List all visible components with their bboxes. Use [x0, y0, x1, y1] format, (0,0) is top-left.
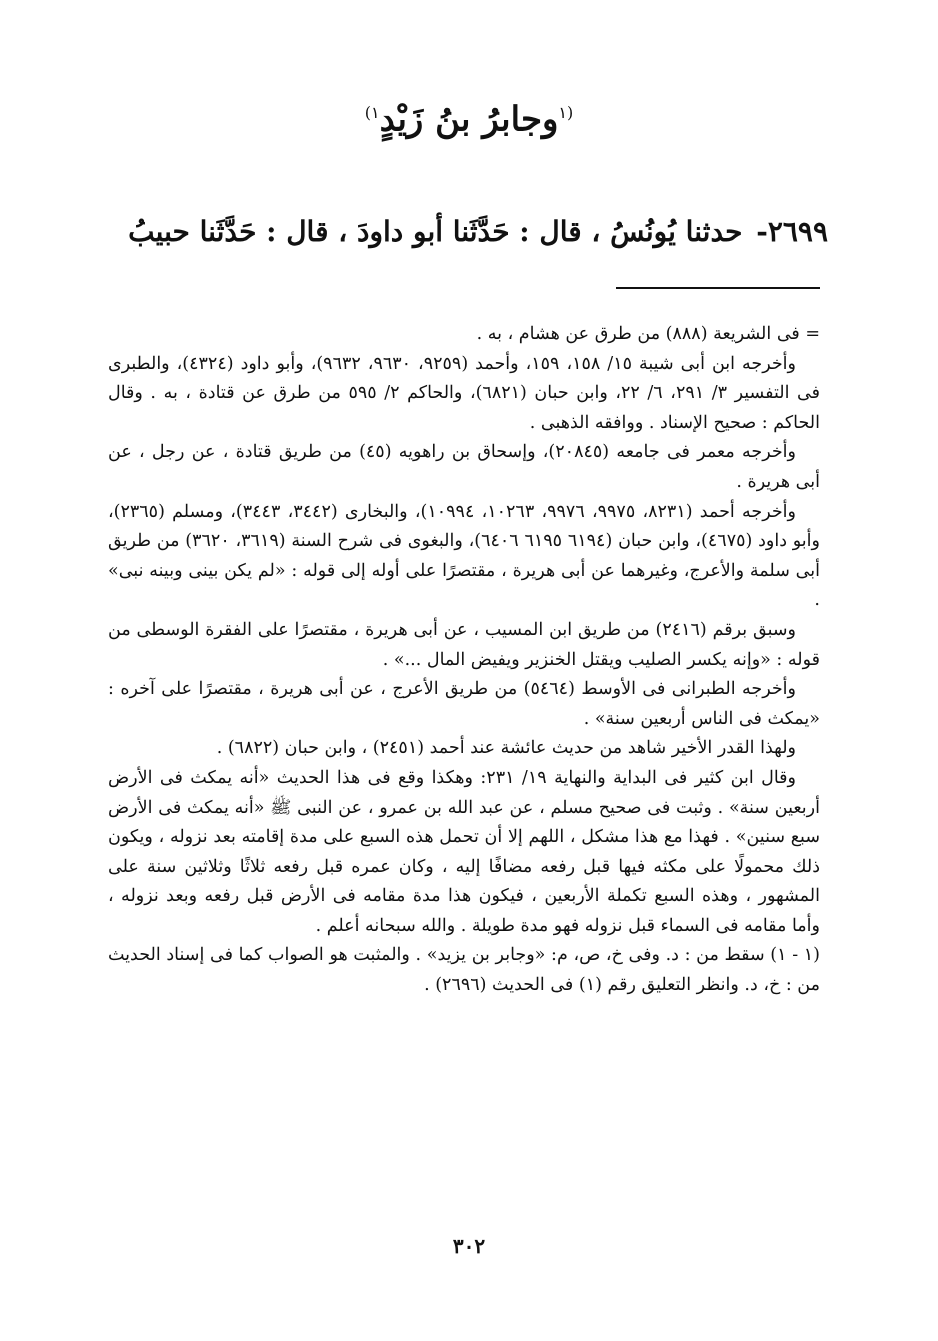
note-paragraph: وأخرجه ابن أبى شيبة ١٥/ ١٥٨، ١٥٩، وأحمد (٩٢٥٩، ٩٦٣٠، ٩٦٣٢)، وأبو داود (٤٣٢٤)، والطبرى فى التفسير ٣/ ٢٩١، ٦/ ٢٢، وابن حبان (٦٨٢١)، والحاكم ٢/ ٥٩٥ من طرق عن قتادة ، به . وقال الحاكم : صحيح الإسناد . ووافقه الذهبى . — [108, 353, 820, 433]
note-paragraph: ولهذا القدر الأخير شاهد من حديث عائشة عند أحمد (٢٤٥١) ، وابن حبان (٦٨٢٢) . — [216, 738, 796, 759]
note-paragraph: وسبق برقم (٢٤١٦) من طريق ابن المسيب ، عن أبى هريرة ، مقتصرًا على الفقرة الوسطى من قوله : «وإنه يكسر الصليب ويقتل الخنزير ويفيض المال ...» . — [108, 619, 820, 670]
note-paragraph: وقال ابن كثير فى البداية والنهاية ١٩/ ٢٣١: وهكذا وقع فى هذا الحديث «أنه يمكث فى الأرض أربعين سنة» . وثبت فى صحيح مسلم ، عن عبد الله بن عمرو ، عن النبى ﷺ «أنه يمكث فى الأرض سبع سنين» . فهذا مع هذا مشكل ، اللهم إلا أن تحمل هذه السبع على مدة إقامته بعد نزوله ، ويكون ذلك محمولًا على مكثه فيها قبل رفعه مضافًا إليه ، وكان عمره قبل رفعه ثلاثًا وثلاثين سنة على المشهور ، وهذه السبع تكملة الأربعين ، فيكون هذا مدة مقامه فى الأرض قبل رفعه وبعد نزوله ، وأما مقامه فى السماء قبل نزوله فهو مدة طويلة . والله سبحانه أعلم . — [108, 767, 820, 936]
hadith-header — [108, 208, 828, 256]
page-number: ٣٠٢ — [452, 1234, 486, 1258]
note-paragraph: وأخرجه الطبرانى فى الأوسط (٥٤٦٤) من طريق الأعرج ، عن أبى هريرة ، مقتصرًا على آخره : «يمكث فى الناس أربعين سنة» . — [108, 679, 820, 729]
note-paragraph: وأخرجه أحمد (٨٢٣١، ٩٩٧٥، ٩٩٧٦، ١٠٢٦٣، ١٠٩٩٤)، والبخارى (٣٤٤٢، ٣٤٤٣)، ومسلم (٢٣٦٥)، وأبو داود (٤٦٧٥)، وابن حبان (٦١٩٤ ٦١٩٥ ٦٤٠٦)، والبغوى فى شرح السنة (٣٦١٩، ٣٦٢٠) من طريق أبى سلمة والأعرج، وغيرهما عن أبى هريرة ، مقتصرًا على أوله إلى قوله : «لم يكن بينى وبينه نبى» . — [108, 501, 820, 611]
hadith-text: حدثنا يُونُسُ ، قال : حَدَّثَنا أبو داودَ ، قال : حَدَّثَنا حبيبُ — [128, 215, 743, 248]
chapter-title — [0, 88, 938, 144]
note-paragraph: وأخرجه معمر فى جامعه (٢٠٨٤٥)، وإسحاق بن راهويه (٤٥) من طريق قتادة ، عن رجل ، عن أبى هريرة . — [108, 442, 820, 492]
chapter-title-text: وجابرُ بنُ زَيْدٍ — [379, 99, 559, 140]
footnote-separator — [616, 287, 820, 289]
footnote: (١ - ١) سقط من : د. وفى خ، ص، م: «وجابر بن يزيد» . والمثبت هو الصواب كما فى إسناد الحديث من : خ، د. وانظر التعليق رقم (١) فى الحديث (٢٦٩٦) . — [108, 945, 820, 996]
footnote-mark-open: (١ — [558, 103, 574, 122]
hadith-number: ٢٦٩٩- — [756, 215, 828, 248]
note-paragraph: = فى الشريعة (٨٨٨) من طرق عن هشام ، به . — [476, 324, 820, 344]
commentary-notes — [108, 320, 820, 1001]
footnote-mark-close: ١) — [364, 103, 380, 122]
